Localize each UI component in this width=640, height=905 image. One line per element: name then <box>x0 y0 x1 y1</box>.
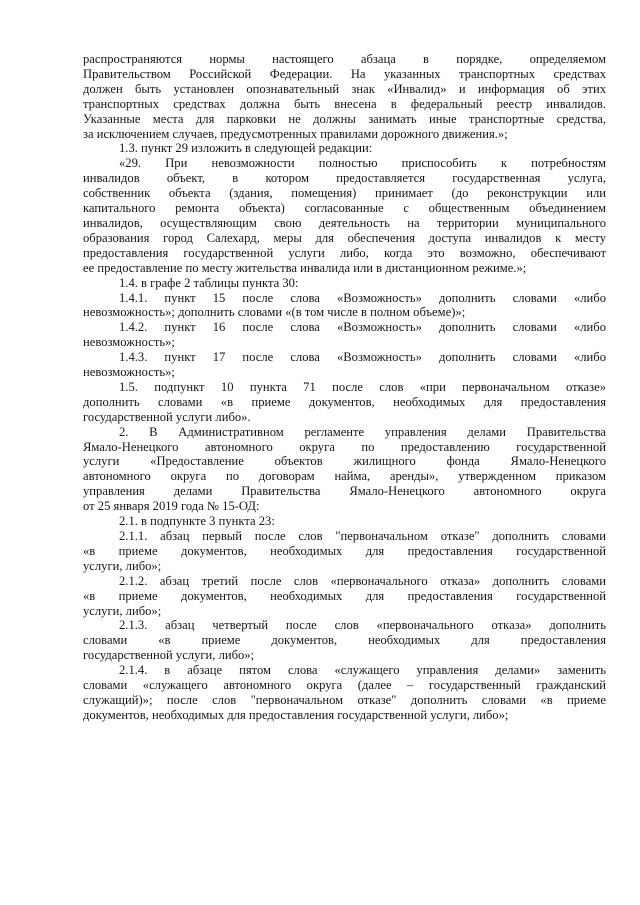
text-line: дополнить словами «в приеме документов, необходимых для предоставления <box>83 394 606 409</box>
text-line: распространяются нормы настоящего абзаца в порядке, определяемом <box>83 52 606 66</box>
text-line: невозможность»; <box>83 365 175 380</box>
text-line: Указанные места для парковки не должны занимать иные транспортные средства, <box>83 111 606 126</box>
text-line: 1.4.2. пункт 16 после слова «Возможность» дополнить словами «либо <box>119 320 606 335</box>
text-line: предоставления государственной услуги либо, когда это возможно, обеспечивают <box>83 245 606 260</box>
text-line: 2.1.2. абзац третий после слов «первоначального отказа» дополнить словами <box>119 573 606 588</box>
text-line: ее предоставление по месту жительства инвалида или в дистанционном режиме.»; <box>83 260 527 275</box>
paragraph-p-2-1-2 <box>83 574 606 619</box>
document-body <box>83 52 606 723</box>
text-line: 1.4.1. пункт 15 после слова «Возможность» дополнить словами «либо <box>119 290 606 305</box>
text-line: услуги «Предоставление объектов жилищного фонда Ямало-Ненецкого <box>83 454 606 469</box>
text-line: автономного округа по договорам найма, аренды», утвержденном приказом <box>83 469 606 484</box>
paragraph-p-1-4-3 <box>83 350 606 380</box>
paragraph-p-2-1-4 <box>83 663 606 723</box>
paragraph-p-2-1 <box>83 514 606 529</box>
text-line: за исключением случаев, предусмотренных правилами дорожного движения.»; <box>83 126 508 141</box>
text-line: словами «в приеме документов, необходимых для предоставления <box>83 633 606 648</box>
text-line: «в приеме документов, необходимых для предоставления государственной <box>83 588 606 603</box>
text-line: собственник объекта (здания, помещения) принимает (до реконструкции или <box>83 186 606 201</box>
paragraph-p-2-1-3 <box>83 618 606 663</box>
text-line: 2. В Административном регламенте управления делами Правительства <box>119 424 606 439</box>
text-line: словами «служащего автономного округа (далее – государственный гражданский <box>83 678 606 693</box>
text-line: должен быть установлен опознавательный знак «Инвалид» и информация об этих <box>83 81 606 96</box>
text-line: 1.5. подпункт 10 пункта 71 после слов «при первоначальном отказе» <box>119 379 606 394</box>
text-line: капитального ремонта объекта) согласованные с общественным объединением <box>83 201 606 216</box>
text-line: от 25 января 2019 года № 15-ОД: <box>83 499 260 514</box>
text-line: 1.4. в графе 2 таблицы пункта 30: <box>119 275 299 290</box>
text-line: образования город Салехард, меры для обеспечения доступа инвалидов к месту <box>83 230 606 245</box>
text-line: «29. При невозможности полностью приспособить к потребностям <box>119 156 606 171</box>
paragraph-p-1-5 <box>83 380 606 425</box>
text-line: 1.3. пункт 29 изложить в следующей редакции: <box>119 141 373 156</box>
text-line: 2.1.1. абзац первый после слов "первоначальном отказе" дополнить словами <box>119 529 606 543</box>
paragraph-p-29 <box>83 156 606 275</box>
text-line: 2.1.3. абзац четвертый после слов «первоначального отказа» дополнить <box>119 618 606 633</box>
paragraph-p-2 <box>83 425 606 514</box>
text-line: управления делами Правительства Ямало-Ненецкого автономного округа <box>83 484 606 499</box>
paragraph-p-cont <box>83 52 606 141</box>
paragraph-p-1-3 <box>83 141 606 156</box>
text-line: Правительством Российской Федерации. На указанных транспортных средствах <box>83 66 606 81</box>
text-line: невозможность»; <box>83 335 175 350</box>
text-line: «в приеме документов, необходимых для предоставления государственной <box>83 543 606 558</box>
paragraph-p-1-4-2 <box>83 320 606 350</box>
text-line: документов, необходимых для предоставления государственной услуги, либо»; <box>83 707 509 722</box>
text-line: услуги, либо»; <box>83 558 162 573</box>
text-line: услуги, либо»; <box>83 603 162 618</box>
paragraph-p-1-4 <box>83 276 606 291</box>
text-line: 2.1. в подпункте 3 пункта 23: <box>119 514 275 529</box>
text-line: 2.1.4. в абзаце пятом слова «служащего управления делами» заменить <box>119 663 606 678</box>
paragraph-p-2-1-1 <box>83 529 606 574</box>
text-line: невозможность»; дополнить словами «(в том числе в полном объеме)»; <box>83 305 466 320</box>
text-line: инвалидов объект, в котором предоставляется государственная услуга, <box>83 171 606 186</box>
text-line: государственной услуги, либо»; <box>83 648 255 663</box>
text-line: 1.4.3. пункт 17 после слова «Возможность» дополнить словами «либо <box>119 350 606 365</box>
text-line: государственной услуги либо». <box>83 409 251 424</box>
text-line: транспортных средствах должна быть внесена в федеральный реестр инвалидов. <box>83 96 606 111</box>
text-line: служащий)»; после слов "первоначальном отказе" дополнить словами «в приеме <box>83 692 606 707</box>
text-line: Ямало-Ненецкого автономного округа по предоставлению государственной <box>83 439 606 454</box>
text-line: инвалидов, осуществляющим свою деятельность на территории муниципального <box>83 215 606 230</box>
paragraph-p-1-4-1 <box>83 291 606 321</box>
